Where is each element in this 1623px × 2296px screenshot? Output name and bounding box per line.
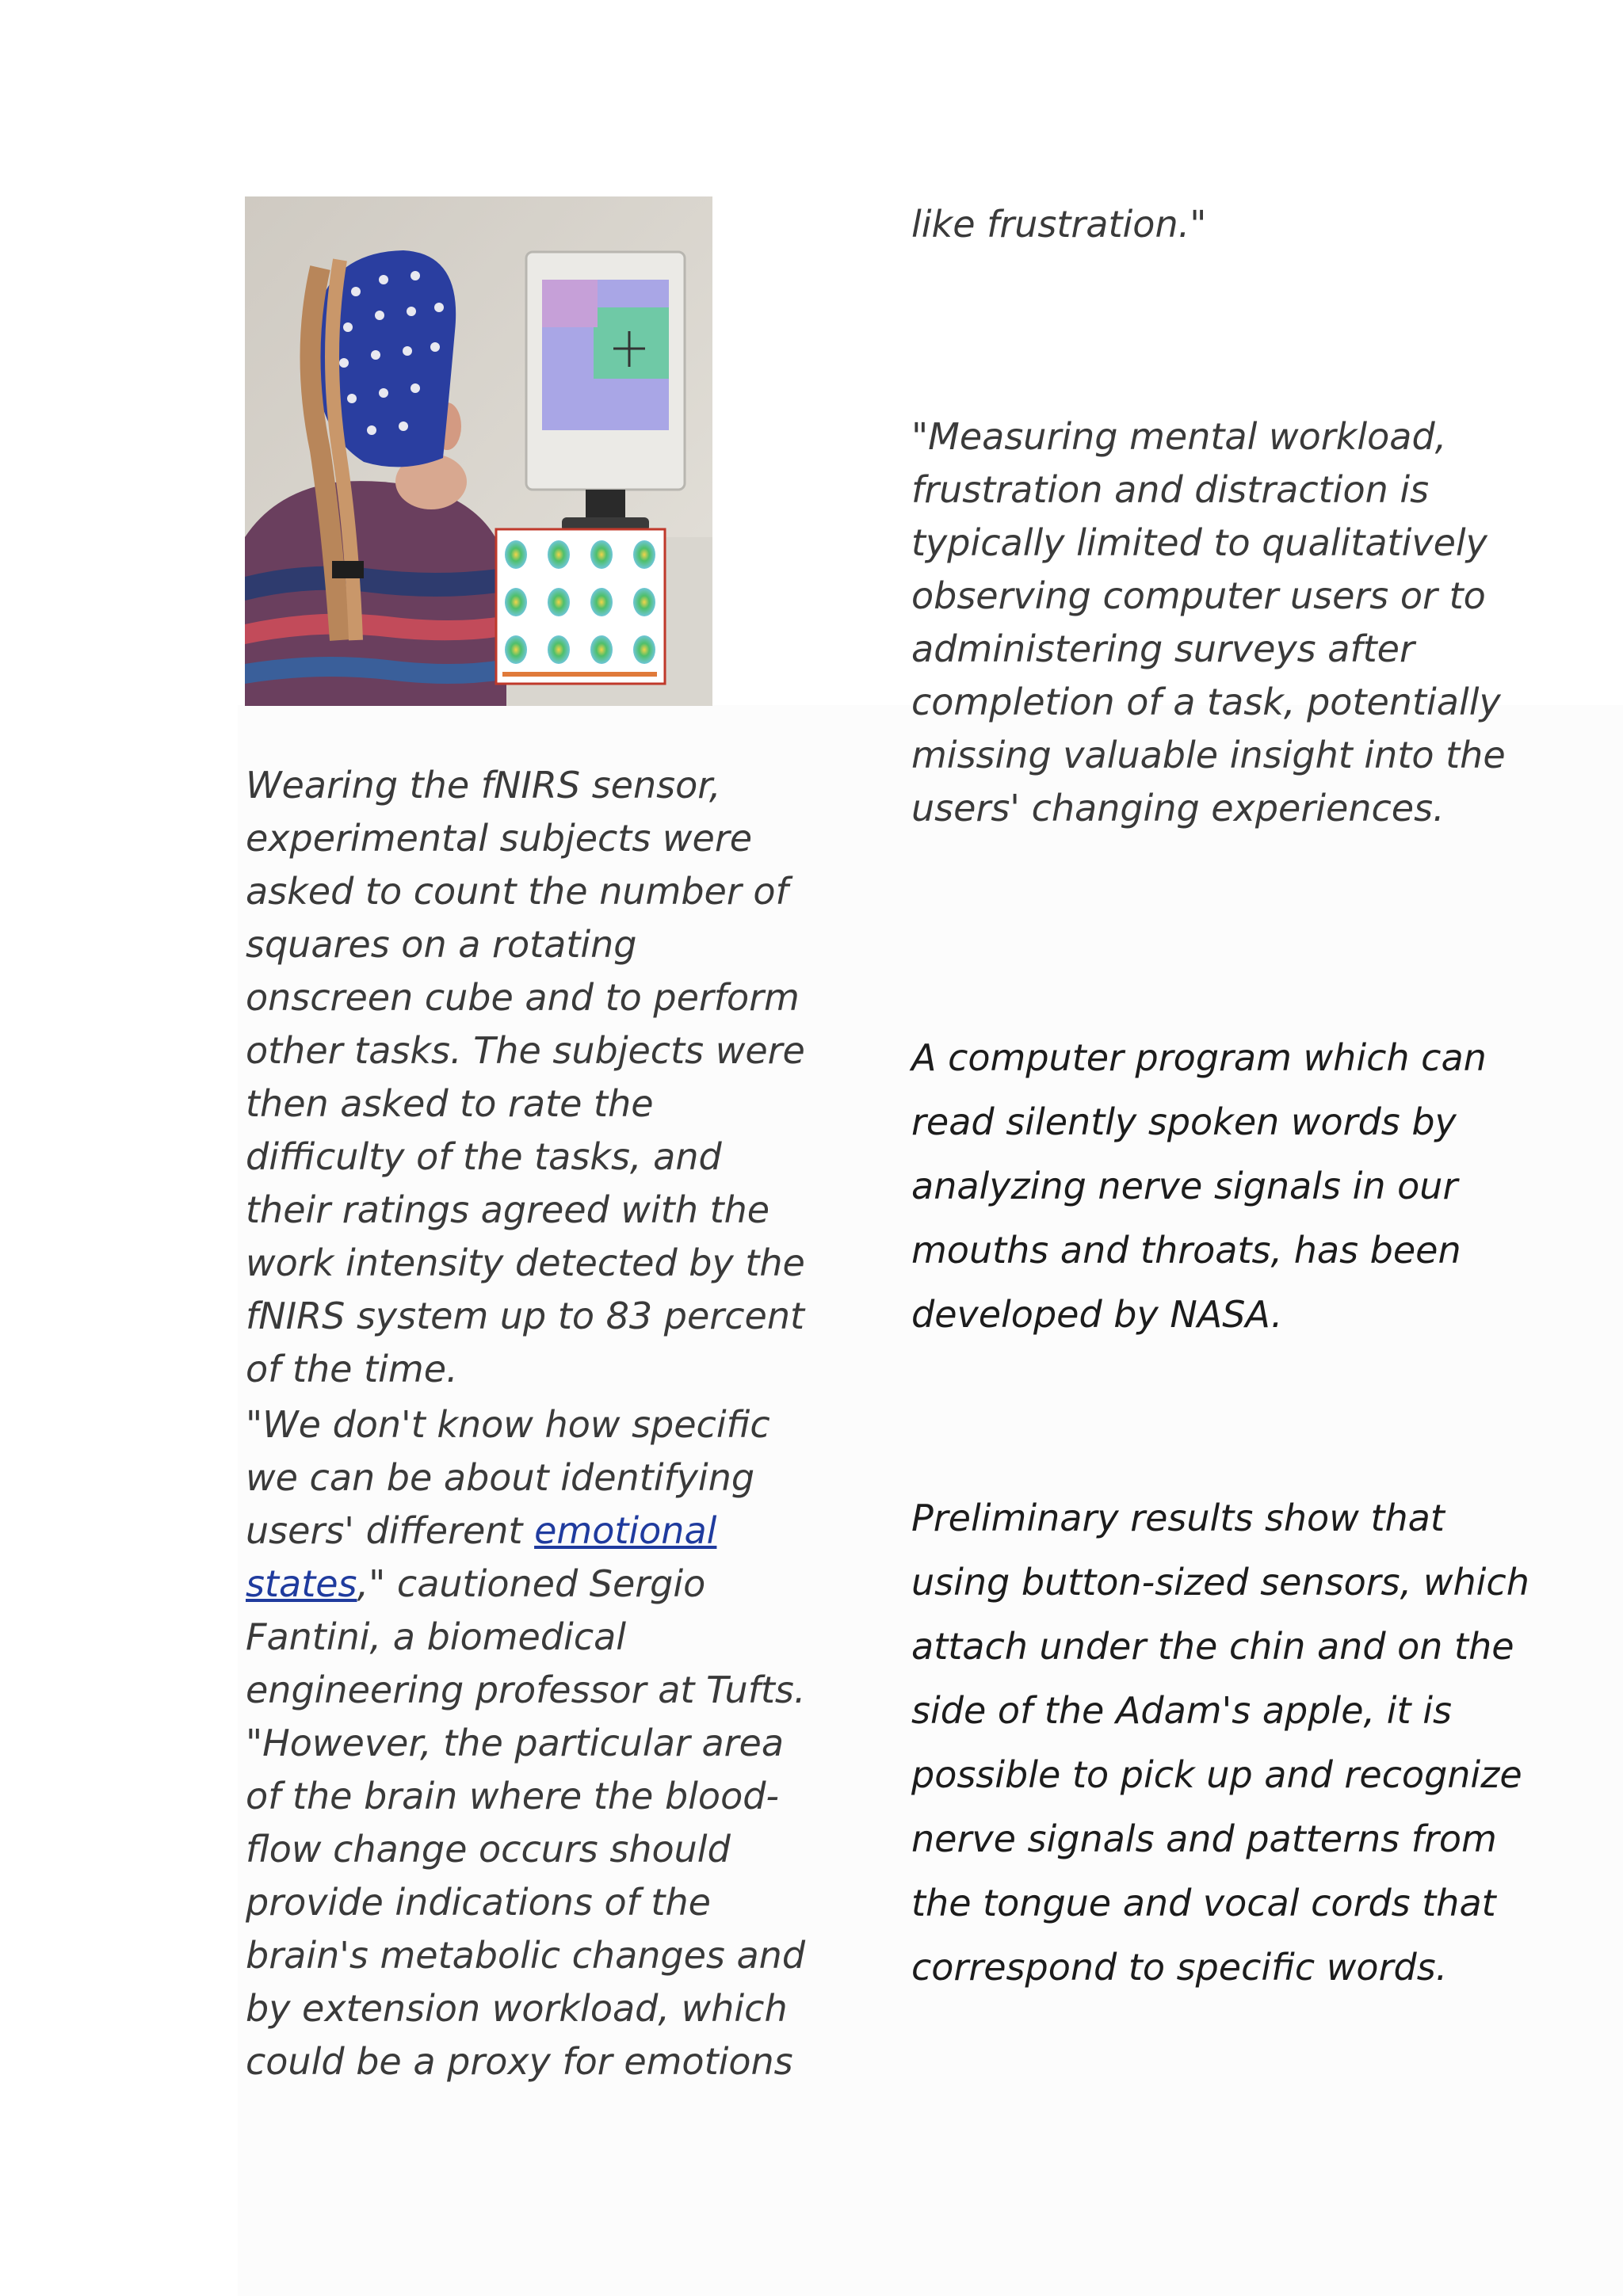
photo-caption: Wearing the fNIRS sensor, experimental subjects were asked to count the number of squares on a rotating onscreen cube and to perform other tasks. The subjects were then asked to rate the difficulty of the tasks, and their ratings agreed with the work intensity detected by the fNIRS system up to 83 percent of the time. — [246, 764, 805, 1390]
fantini-quote — [246, 1398, 808, 2088]
emotional-states-link[interactable]: emotional states — [246, 1509, 717, 1605]
fantini-quote-end: like frustration." — [911, 203, 1207, 246]
nasa-paragraph: A computer program which can read silently spoken words by analyzing nerve signals in our mouths and throats, has been developed by NASA. — [911, 1036, 1487, 1336]
preliminary-results-paragraph: Preliminary results show that using button-sized sensors, which attach under the chin and on the side of the Adam's apple, it is possible to pick up and recognize nerve signals and patterns from the tongue and vocal cords that correspond to specific words. — [911, 1497, 1529, 1989]
measuring-workload-quote: "Measuring mental workload, frustration and distraction is typically limited to qualitatively observing computer users or to administering surveys after completion of a task, potentially missing valuable insight into the users' changing experiences. — [911, 415, 1506, 830]
fnirs-photo — [245, 196, 712, 706]
fantini-quote-intro: "We don't know how specific we can be about identifying users' different — [246, 1403, 770, 1552]
fnirs-photo-illustration — [245, 196, 712, 706]
fantini-quote-rest: ," cautioned Sergio Fantini, a biomedical engineering professor at Tufts. "However, the particular area of the brain where the blood-flow change occurs should provide indications of the brain's metabolic changes and by extension workload, which could be a proxy for emotions — [246, 1562, 806, 2083]
